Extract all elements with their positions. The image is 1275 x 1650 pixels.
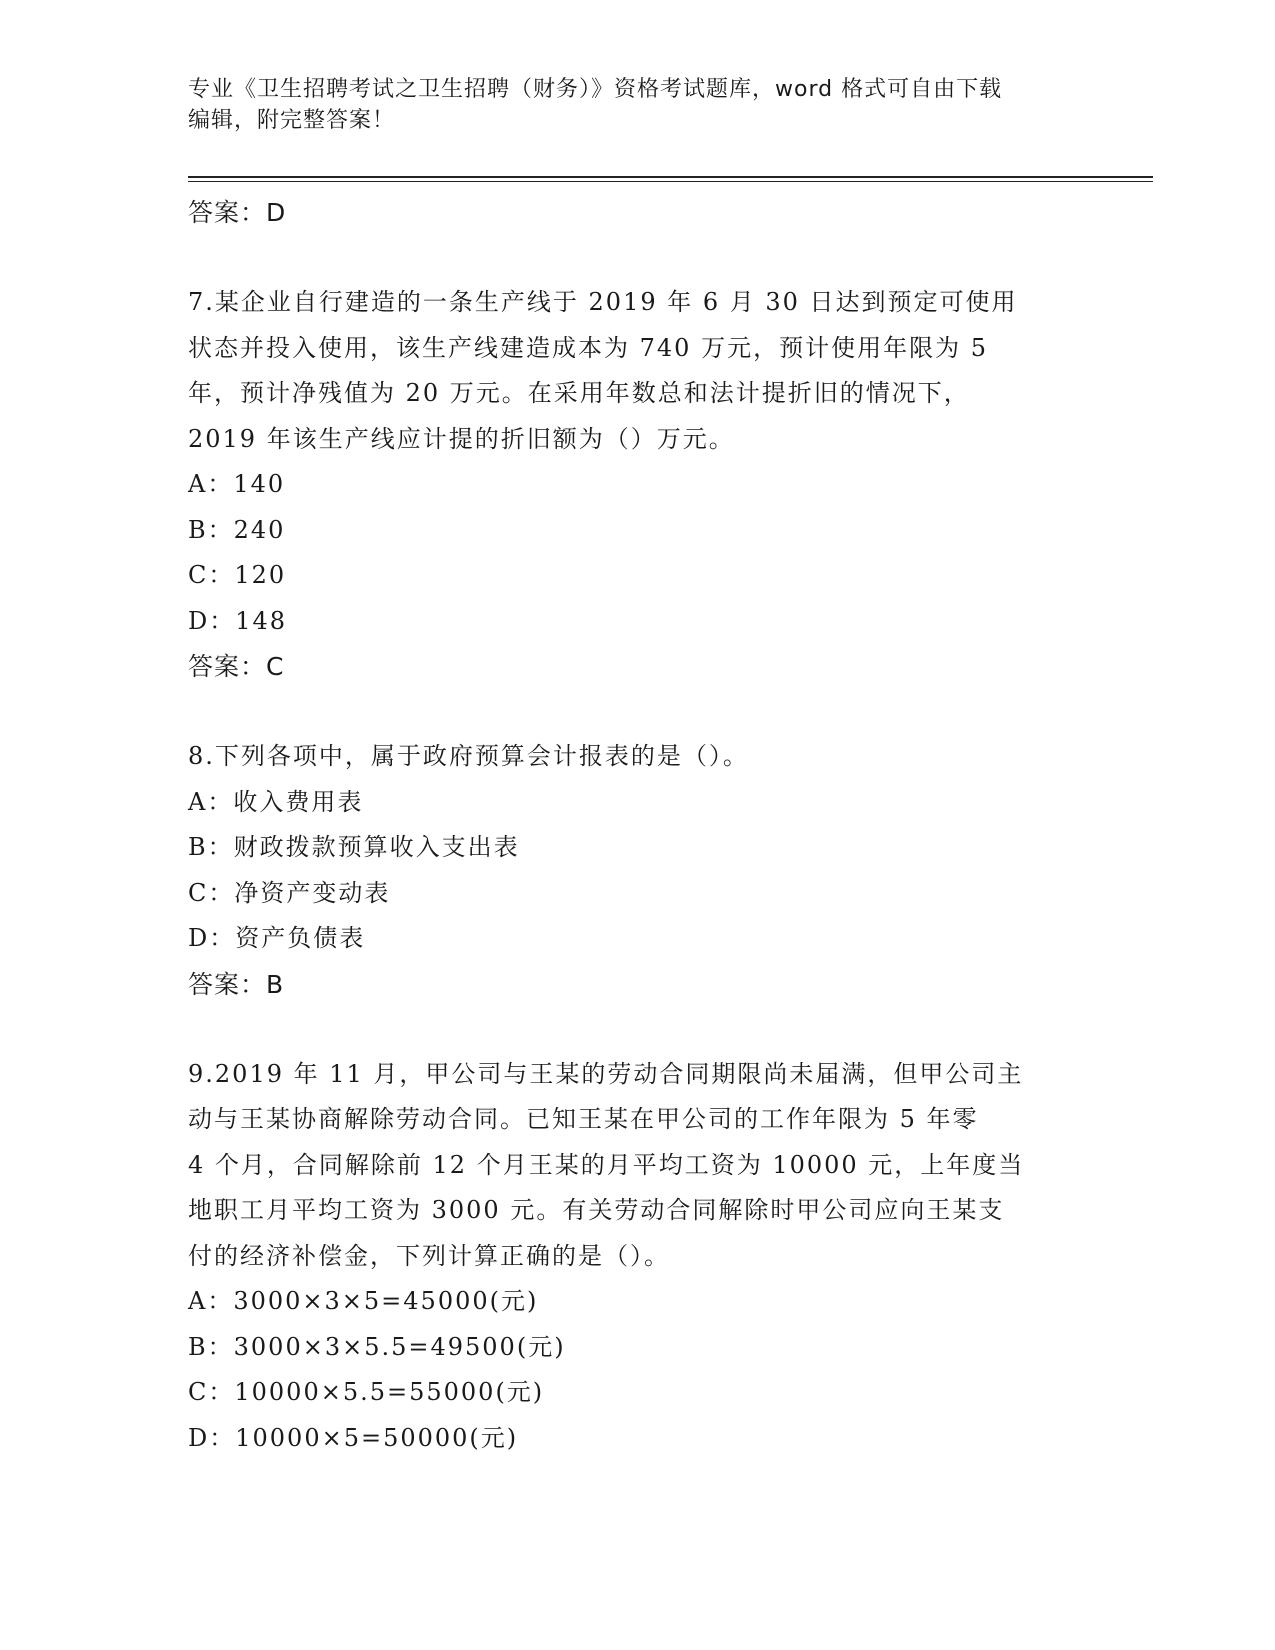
stem-line: 付的经济补偿金，下列计算正确的是（）。 <box>188 1241 670 1270</box>
header-rule-thin <box>188 181 1153 182</box>
option-d: D：资产负债表 <box>188 924 366 952</box>
question-stem <box>188 280 1088 462</box>
stem-line: 年，预计净残值为 20 万元。在采用年数总和法计提折旧的情况下， <box>188 379 970 407</box>
answer-line: 答案：B <box>188 969 285 999</box>
stem-line: 9.2019 年 11 月，甲公司与王某的劳动合同期限尚未届满，但甲公司主 <box>188 1059 1024 1088</box>
question-stem <box>188 734 1088 780</box>
option-c: C：10000×5.5=55000(元) <box>188 1378 545 1406</box>
question-9 <box>188 1052 1088 1462</box>
stem-line: 地职工月平均工资为 3000 元。有关劳动合同解除时甲公司应向王某支 <box>188 1196 1005 1224</box>
stem-line: 动与王某协商解除劳动合同。已知王某在甲公司的工作年限为 5 年零 <box>188 1105 979 1133</box>
stem-line: 4 个月，合同解除前 12 个月王某的月平均工资为 10000 元，上年度当 <box>188 1150 1025 1179</box>
stem-line: 状态并投入使用，该生产线建造成本为 740 万元，预计使用年限为 5 <box>188 333 988 362</box>
option-d: D：148 <box>188 606 288 635</box>
option-b: B：财政拨款预算收入支出表 <box>188 833 520 861</box>
header-rule-thick <box>188 176 1153 178</box>
document-content <box>188 190 1088 1461</box>
header-line-2: 编辑，附完整答案！ <box>188 108 396 133</box>
answer-line: 答案：C <box>188 652 285 681</box>
option-b: B：240 <box>188 515 286 544</box>
question-8 <box>188 734 1088 1008</box>
option-b: B：3000×3×5.5=49500(元) <box>188 1332 566 1361</box>
stem-line: 8.下列各项中，属于政府预算会计报表的是（）。 <box>188 742 749 770</box>
question-stem <box>188 1052 1088 1280</box>
option-c: C：120 <box>188 561 287 589</box>
question-7 <box>188 280 1088 690</box>
header-line-1: 专业《卫生招聘考试之卫生招聘（财务）》资格考试题库，word 格式可自由下载 <box>188 77 1003 102</box>
option-d: D：10000×5=50000(元) <box>188 1423 519 1452</box>
option-a: A：3000×3×5=45000(元) <box>188 1287 539 1315</box>
stem-line: 2019 年该生产线应计提的折旧额为（）万元。 <box>188 424 735 453</box>
option-c: C：净资产变动表 <box>188 878 391 907</box>
answer-line: 答案：D <box>188 198 287 227</box>
document-header <box>188 74 1088 136</box>
option-a: A：140 <box>188 470 286 498</box>
option-a: A：收入费用表 <box>188 787 364 816</box>
stem-line: 7.某企业自行建造的一条生产线于 2019 年 6 月 30 日达到预定可使用 <box>188 288 1018 316</box>
